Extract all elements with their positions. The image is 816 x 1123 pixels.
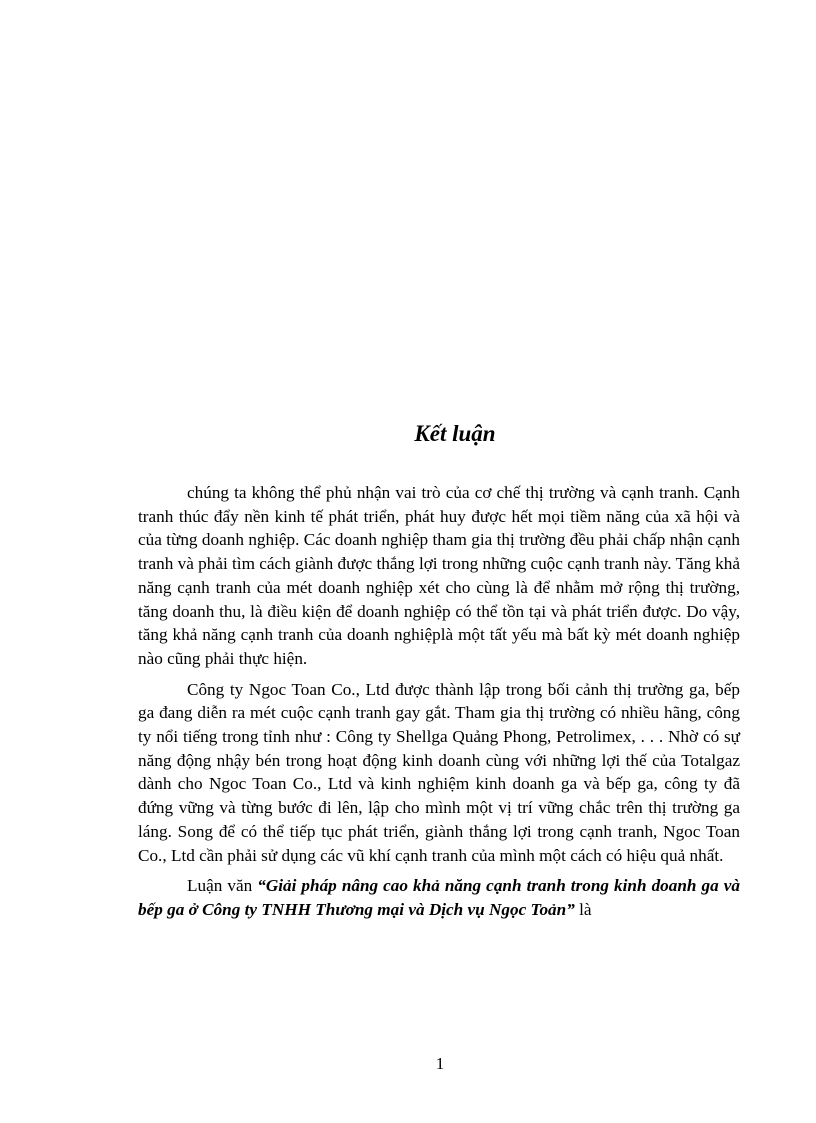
thesis-title-emphasis: “Giải pháp nâng cao khả năng cạnh tranh trong kinh doanh ga và bếp ga ở Công ty TNHH Thương mại và Dịch vụ Ngọc Toản” [138, 876, 740, 919]
page-number: 1 [435, 1054, 445, 1073]
paragraph-3-lead: Luận văn [187, 876, 258, 896]
body-text [138, 481, 740, 929]
paragraph-3-tail: là [574, 899, 592, 919]
paragraph-1: chúng ta không thể phủ nhận vai trò của cơ chế thị trường và cạnh tranh. Cạnh tranh thúc đẩy nền kinh tế phát triển, phát huy được hết mọi tiềm năng của xã hội và của từng doanh nghiệp. Các doanh nghiệp tham gia thị trường đều phải chấp nhận cạnh tranh và phải tìm cách giành được thắng lợi trong những cuộc cạnh tranh này. Tăng khả năng cạnh tranh của mét doanh nghiệp xét cho cùng là để nhằm mở rộng thị trường, tăng doanh thu, là điều kiện để doanh nghiệp có thể tồn tại và phát triển được. Do vậy, tăng khả năng cạnh tranh của doanh nghiệplà một tất yếu mà bất kỳ mét doanh nghiệp nào cũng phải thực hiện. [138, 483, 740, 668]
paragraph-2: Công ty Ngoc Toan Co., Ltd được thành lập trong bối cảnh thị trường ga, bếp ga đang diễn ra mét cuộc cạnh tranh gay gắt. Tham gia thị trường có nhiều hãng, công ty nổi tiếng trong tỉnh như : Công ty Shellga Quảng Phong, Petrolimex, . . . Nhờ có sự năng động nhậy bén trong hoạt động kinh doanh cùng với những lợi thế của Totalgaz dành cho Ngoc Toan Co., Ltd và kinh nghiệm kinh doanh ga và bếp ga, công ty đã đứng vững và từng bước đi lên, lập cho mình một vị trí vững chắc trên thị trường ga láng. Song để có thể tiếp tục phát triển, giành thắng lợi trong cạnh tranh, Ngoc Toan Co., Ltd cần phải sử dụng các vũ khí cạnh tranh của mình một cách có hiệu quả nhất. [138, 679, 740, 865]
paragraph-3 [138, 874, 740, 921]
page-title: Kết luận [414, 421, 496, 446]
